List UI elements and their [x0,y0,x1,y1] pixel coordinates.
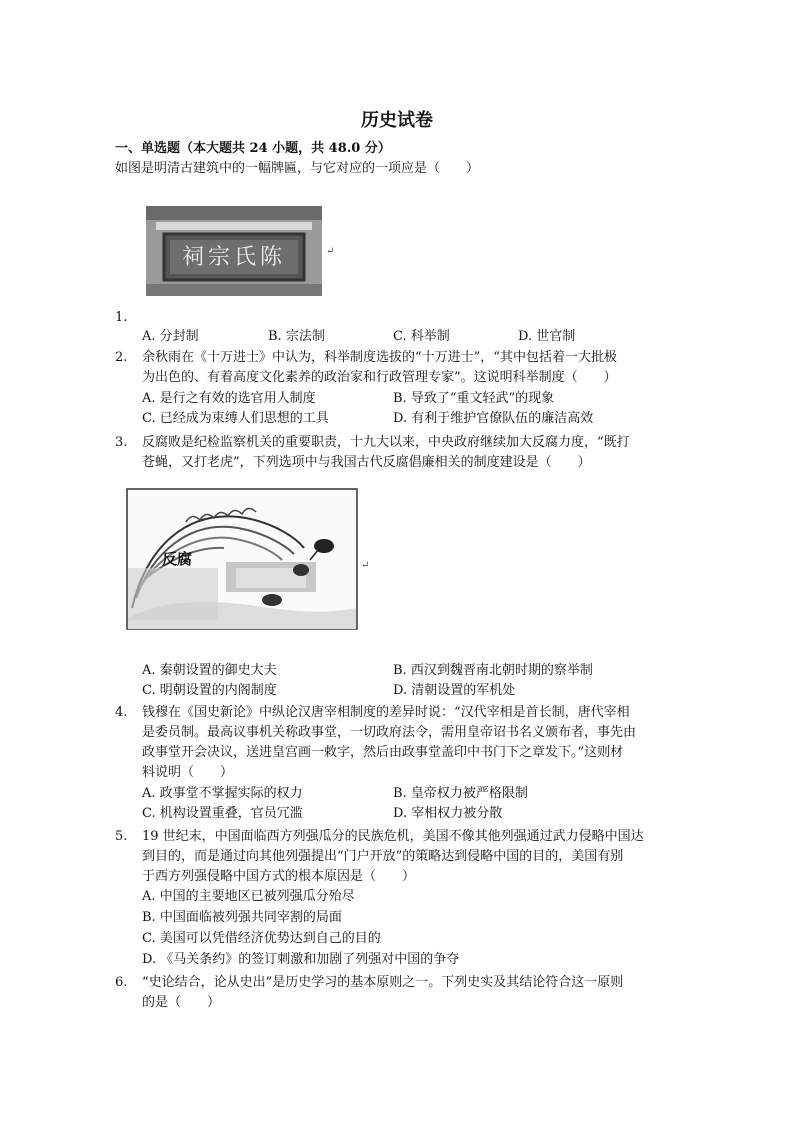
q2-number: 2. [115,350,128,365]
q4-option-c: C. 机构设置重叠，官员冗滥 [142,806,303,821]
q4-line-4: 料说明（ ） [142,765,234,780]
q6-number: 6. [115,975,128,990]
page-title: 历史试卷 [361,110,433,131]
q2-option-a: A. 是行之有效的选官用人制度 [142,391,316,406]
q1-number: 1. [115,310,128,325]
q2-line-1: 余秋雨在《十万进士》中认为，科举制度选拔的“十万进士”，“其中包括着一大批极 [142,350,617,365]
q1-option-c: C. 科举制 [393,329,450,344]
q5-line-3: 于西方列强侵略中国方式的根本原因是（ ） [142,869,416,884]
plaque-text: 祠宗氏陈 [181,245,287,270]
q4-option-b: B. 皇帝权力被严格限制 [393,786,528,801]
q1-option-b: B. 宗法制 [268,329,325,344]
q1-stem: 如图是明清古建筑中的一幅牌匾，与它对应的一项应是（ ） [115,161,480,176]
q6-line-1: “史论结合，论从史出”是历史学习的基本原则之一。下列史实及其结论符合这一原则 [142,975,624,990]
q2-line-2: 为出色的、有着高度文化素养的政治家和行政管理专家”。这说明科举制度（ ） [142,370,617,385]
q4-line-1: 钱穆在《国史新论》中纵论汉唐宰相制度的差异时说：“汉代宰相是首长制，唐代宰相 [142,705,630,720]
q4-line-2: 是委员制。最高议事机关称政事堂，一切政府法令，需用皇帝诏书名义颁布者，事先由 [142,725,637,740]
q2-option-c: C. 已经成为束缚人们思想的工具 [142,411,329,426]
q6-line-2: 的是（ ） [142,995,221,1010]
q5-option-b: B. 中国面临被列强共同宰割的局面 [142,910,342,925]
q4-number: 4. [115,705,128,720]
q2-option-d: D. 有利于维护官僚队伍的廉洁高效 [393,411,594,426]
section-heading: 一、单选题（本大题共 24 小题，共 48.0 分） [115,141,391,156]
cartoon-label: 反腐 [162,550,193,568]
q5-line-1: 19 世纪末，中国面临西方列强瓜分的民族危机，美国不像其他列强通过武力侵略中国达 [142,829,644,844]
q4-option-d: D. 宰相权力被分散 [393,806,503,821]
q3-option-d: D. 清朝设置的军机处 [393,683,516,698]
q3-line-2: 苍蝇，又打老虎”，下列选项中与我国古代反腐倡廉相关的制度建设是（ ） [142,455,591,470]
q5-number: 5. [115,829,128,844]
q5-line-2: 到目的，而是通过向其他列强提出“门户开放”的策略达到侵略中国的目的，美国有别 [142,849,624,864]
q3-option-a: A. 秦朝设置的御史大夫 [142,663,277,678]
anti-corruption-cartoon [126,488,358,630]
q1-option-d: D. 世官制 [518,329,576,344]
q1-option-a: A. 分封制 [142,329,199,344]
plaque-image [146,206,322,296]
q5-option-d: D. 《马关条约》的签订刺激和加剧了列强对中国的争夺 [142,952,460,967]
q3-line-1: 反腐败是纪检监察机关的重要职责，十九大以来，中央政府继续加大反腐力度，“既打 [142,435,630,450]
q3-option-c: C. 明朝设置的内阁制度 [142,683,277,698]
q4-line-3: 政事堂开会决议，送进皇宫画一敕字，然后由政事堂盖印中书门下之章发下。”这则材 [142,745,624,760]
q4-option-a: A. 政事堂不掌握实际的权力 [142,786,303,801]
q3-number: 3. [115,435,128,450]
q2-option-b: B. 导致了“重文轻武”的现象 [393,391,555,406]
q5-option-a: A. 中国的主要地区已被列强瓜分殆尽 [142,889,355,904]
q3-option-b: B. 西汉到魏晋南北朝时期的察举制 [393,663,593,678]
q5-option-c: C. 美国可以凭借经济优势达到自己的目的 [142,931,381,946]
